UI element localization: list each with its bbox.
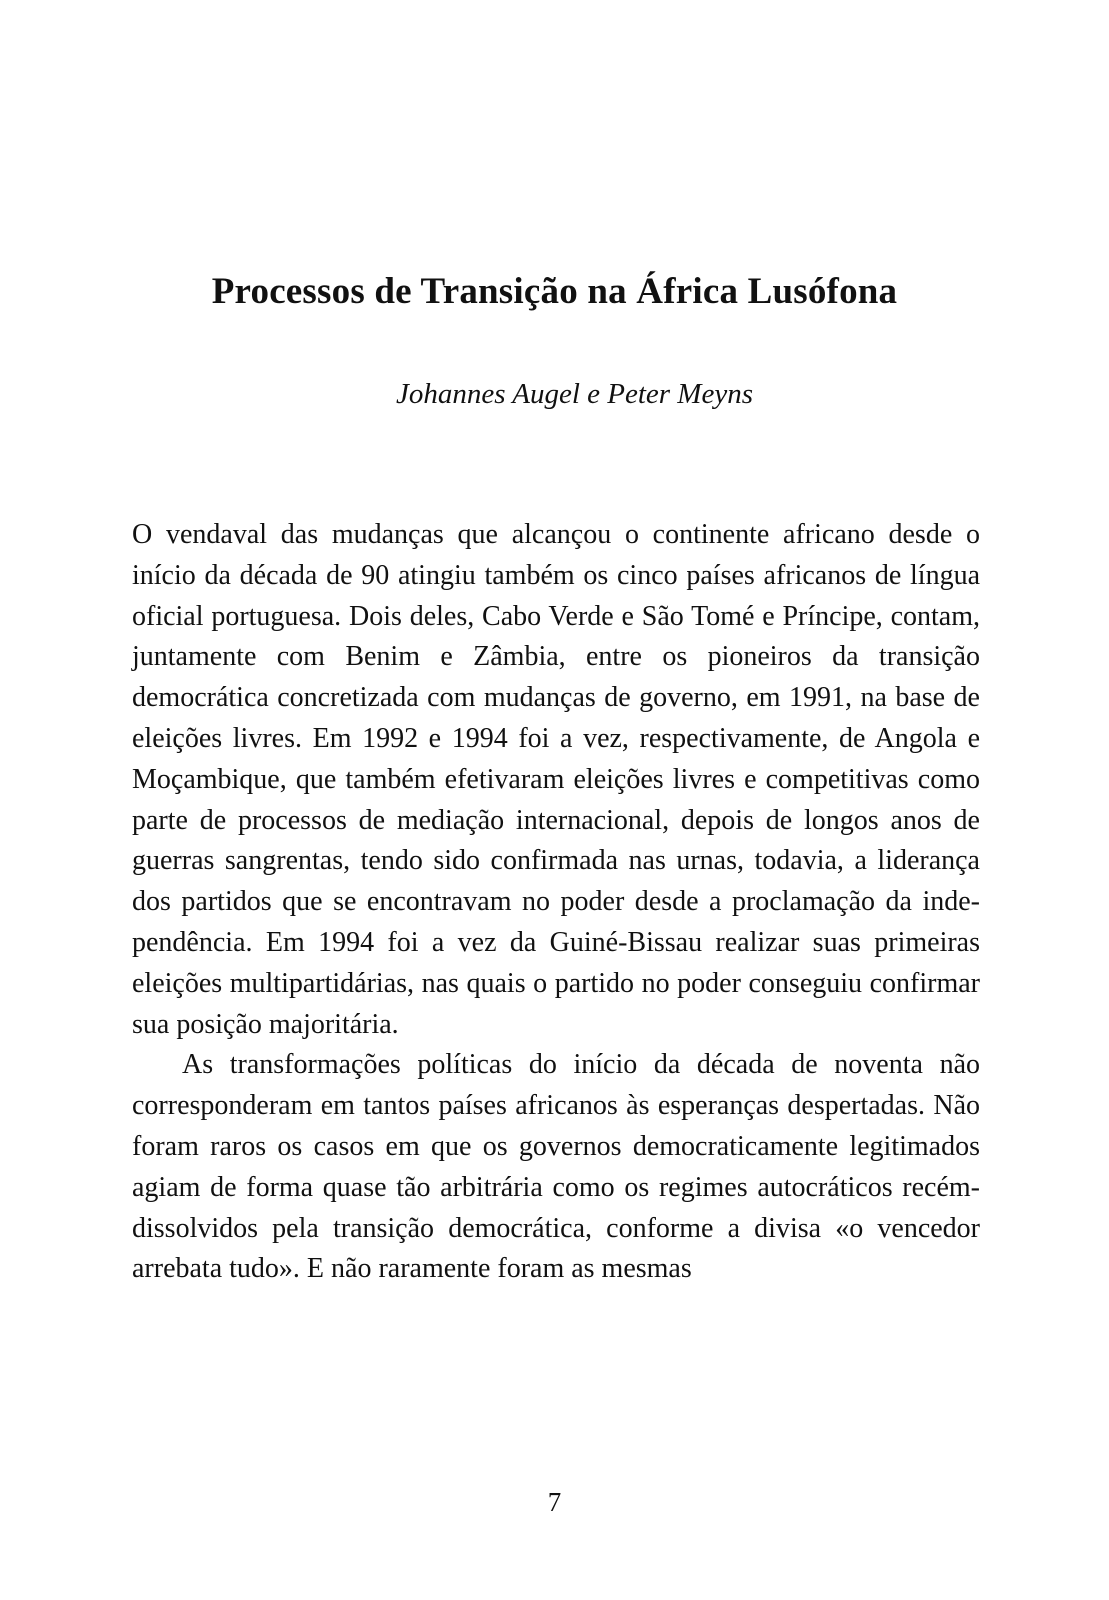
paragraph-1: O vendaval das mudanças que alcançou o continente africano desde o início da década de 90 atingiu também os cinco países africanos de língua oficial portuguesa. Dois deles, Cabo Verde e São Tomé e Príncipe, contam, juntamente com Benim e Zâmbia, entre os pioneiros da transição democrática concretizada com mudanças de governo, em 1991, na base de eleições livres. Em 1992 e 1994 foi a vez, respectivamente, de Angola e Moçambique, que também efetivaram eleições livres e competitivas como parte de processos de mediação internacional, depois de longos anos de guerras sangrentas, tendo sido confirmada nas urnas, todavia, a liderança dos partidos que se encontravam no poder desde a proclamação da independência. Em 1994 foi a vez da Guiné-Bissau realizar suas primeiras eleições multipartidárias, nas quais o partido no poder conseguiu confirmar sua posição majoritária. bbox=[132, 519, 980, 1040]
paragraph-2: As transformações políticas do início da década de noventa não corresponderam em tantos países africanos às esperanças despertadas. Não foram raros os casos em que os governos democraticamente legitimados agiam de forma quase tão arbitrária como os regimes autocráticos recém-dissolvidos pela transição democrática, conforme a divisa «o vencedor arrebata tudo». E não raramente foram as mesmas bbox=[132, 1049, 980, 1285]
chapter-title: Processos de Transição na África Lusófona bbox=[211, 271, 898, 312]
chapter-authors: Johannes Augel e Peter Meyns bbox=[395, 378, 753, 410]
page-number: 7 bbox=[547, 1487, 562, 1517]
chapter-body bbox=[132, 515, 980, 1290]
